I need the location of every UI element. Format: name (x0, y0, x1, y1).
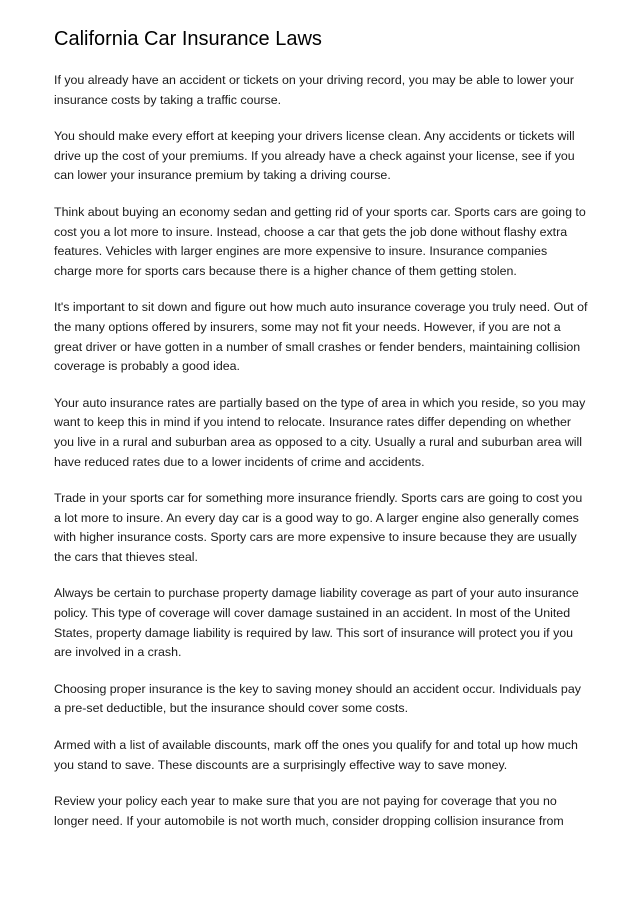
document-title: California Car Insurance Laws (54, 28, 322, 50)
paragraph-9: Armed with a list of available discounts, mark off the ones you qualify for and total up how much you stand to save. These discounts are a surprisingly effective way to save money. (54, 738, 578, 772)
paragraph-6: Trade in your sports car for something more insurance friendly. Sports cars are going to cost you a lot more to insure. An every day car is a good way to go. A larger engine also generally comes with higher insurance costs. Sporty cars are more expensive to insure because they are usually the cars that thieves steal. (54, 491, 583, 564)
paragraph-7: Always be certain to purchase property damage liability coverage as part of your auto insurance policy. This type of coverage will cover damage sustained in an accident. In most of the United States, property damage liability is required by law. This sort of insurance will protect you if you are involved in a crash. (54, 586, 579, 660)
paragraph-3: Think about buying an economy sedan and getting rid of your sports car. Sports cars are going to cost you a lot more to insure. Instead, choose a car that gets the job done without flashy extra features. Vehicles with larger engines are more expensive to insure. Insurance companies charge more for sports cars because there is a higher chance of them getting stolen. (54, 204, 586, 278)
paragraph-8: Choosing proper insurance is the key to saving money should an accident occur. Individuals pay a pre-set deductible, but the insurance should cover some costs. (54, 681, 581, 716)
paragraph-5: Your auto insurance rates are partially based on the type of area in which you reside, so you may want to keep this in mind if you intend to relocate. Insurance rates differ depending on whether you live in a rural and suburban area as opposed to a city. Usually a rural and suburban area will have reduced rates due to a lower incidents of crime and accidents. (54, 395, 586, 469)
document-body (54, 71, 588, 848)
paragraph-2: You should make every effort at keeping your drivers license clean. Any accidents or tickets will drive up the cost of your premiums. If you already have a check against your license, see if you can lower your insurance premium by taking a driving course. (54, 129, 575, 183)
paragraph-4: It's important to sit down and figure out how much auto insurance coverage you truly need. Out of the many options offered by insurers, some may not fit your needs. However, if you are not a great driver or have gotten in a number of small crashes or fender benders, maintaining collision coverage is probably a good idea. (54, 300, 588, 374)
paragraph-10: Review your policy each year to make sure that you are not paying for coverage that you no longer need. If your automobile is not worth much, consider dropping collision insurance from (54, 794, 564, 828)
paragraph-1: If you already have an accident or tickets on your driving record, you may be able to lower your insurance costs by taking a traffic course. (54, 73, 574, 107)
